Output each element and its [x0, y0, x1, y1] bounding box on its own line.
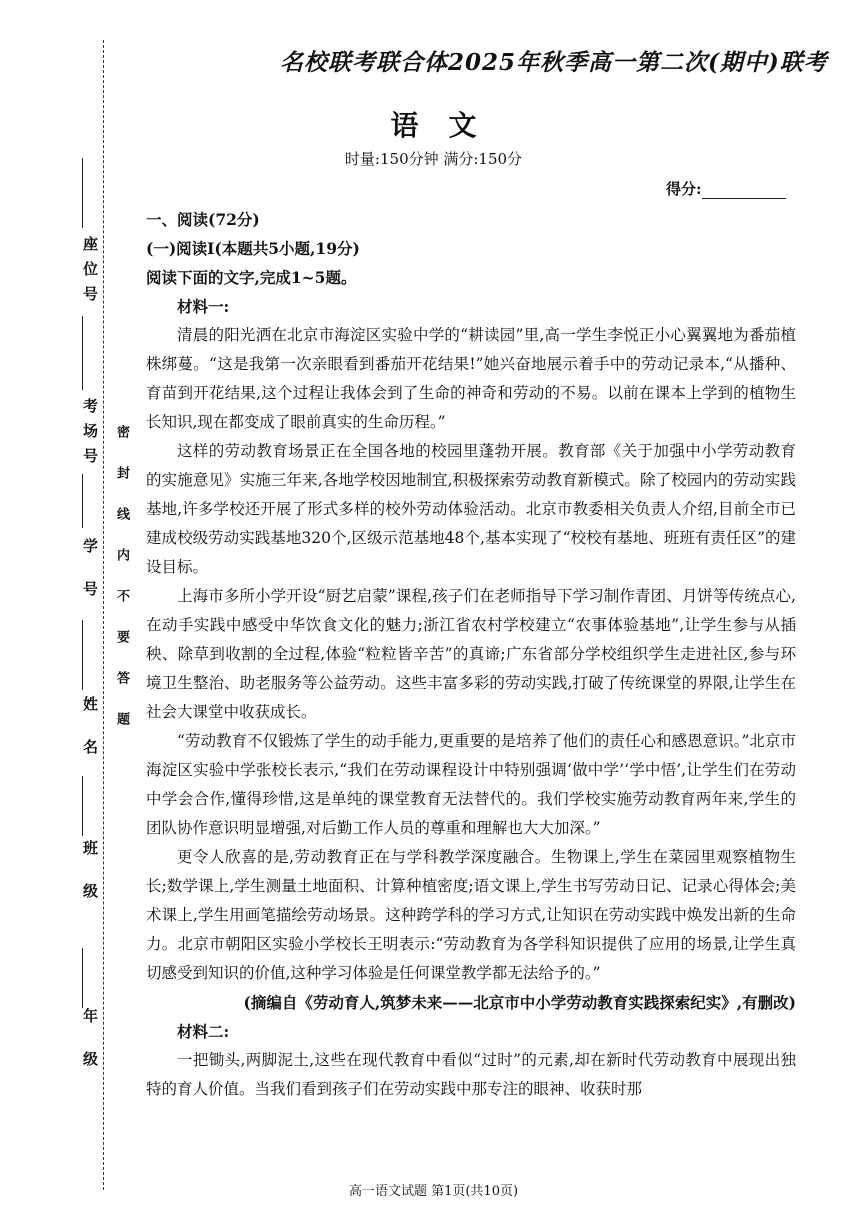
- paragraph: “劳动教育不仅锻炼了学生的动手能力,更重要的是培养了他们的责任心和感恩意识。”北京市海淀区实验中学张校长表示,“我们在劳动课程设计中特别强调‘做中学’‘学中悟’,让学生们在劳动中学会合作,懂得珍惜,这是单纯的课堂教育无法替代的。我们学校实施劳动教育两年来,学生的团队协作意识明显增强,对后勤工作人员的尊重和理解也大大加深。”: [146, 732, 796, 837]
- paragraph: 上海市多所小学开设“厨艺启蒙”课程,孩子们在老师指导下学习制作青团、月饼等传统点心,在动手实践中感受中华饮食文化的魅力;浙江省农村学校建立“农事体验基地”,让学生参与从插秧、除草到收割的全过程,体验“粒粒皆辛苦”的真谛;广东省部分学校组织学生走进社区,参与环境卫生整治、助老服务等公益劳动。这些丰富多彩的劳动实践,打破了传统课堂的界限,让学生在社会大课堂中收获成长。: [146, 587, 796, 721]
- paragraph: 一把锄头,两脚泥土,这些在现代教育中看似“过时”的元素,却在新时代劳动教育中展现出独特的育人价值。当我们看到孩子们在劳动实践中那专注的眼神、收获时那: [146, 1051, 796, 1098]
- score-label: 得分:: [666, 180, 702, 198]
- instruction: 阅读下面的文字,完成1~5题。: [146, 268, 357, 287]
- time-score-info: 时量:150分钟 满分:150分: [344, 150, 523, 168]
- student-no-field-line: [82, 474, 83, 528]
- grade-field-line: [82, 948, 83, 1008]
- paragraph: 这样的劳动教育场景正在全国各地的校园里蓬勃开展。教育部《关于加强中小学劳动教育的实施意见》实施三年来,各地学校因地制宜,积极探索劳动教育新模式。除了校园内的劳动实践基地,许多学校还开展了形式多样的校外劳动体验活动。北京市教委相关负责人介绍,目前全市已建成校级劳动实践基地320个,区级示范基地48个,基本实现了“校校有基地、班班有责任区”的建设目标。: [146, 442, 796, 576]
- section-heading: 一、阅读(72分): [146, 210, 260, 229]
- seat-label: 座位号: [81, 236, 99, 311]
- exam-no-label: 考场号: [81, 398, 99, 473]
- paragraph: 清晨的阳光洒在北京市海淀区实验中学的“耕读园”里,高一学生李悦正小心翼翼地为番茄植株绑蔓。“这是我第一次亲眼看到番茄开花结果!”她兴奋地展示着手中的劳动记录本,“从播种、育苗到开花结果,这个过程让我体会到了生命的神奇和劳动的不易。以前在课本上学到的植物生长知识,现在都变成了眼前真实的生命历程。”: [146, 326, 796, 431]
- source-citation: (摘编自《劳动育人,筑梦未来——北京市中小学劳动教育实践探索纪实》,有删改): [243, 993, 796, 1012]
- seal-warning-text: 密封线内不要答题: [114, 425, 129, 753]
- grade-label: 年级: [81, 1008, 99, 1094]
- subject-title: 语文: [390, 109, 507, 142]
- paragraph: 更令人欣喜的是,劳动教育正在与学科教学深度融合。生物课上,学生在菜园里观察植物生长;数学课上,学生测量土地面积、计算种植密度;语文课上,学生书写劳动日记、记录心得体会;美术课上,学生用画笔描绘劳动场景。这种跨学科的学习方式,让知识在劳动实践中焕发出新的生命力。北京市朝阳区实验小学校长王明表示:“劳动教育为各学科知识提供了应用的场景,让学生真切感受到知识的价值,这种学习体验是任何课堂教学都无法给予的。”: [146, 848, 796, 982]
- material2-label: 材料二:: [177, 1022, 230, 1041]
- exam-no-field-line: [82, 316, 83, 390]
- name-field-line: [82, 620, 83, 690]
- name-label: 姓名: [81, 696, 99, 782]
- binding-margin: [0, 0, 140, 1227]
- subsection-heading: (一)阅读Ⅰ(本题共5小题,19分): [146, 239, 360, 258]
- material1-label: 材料一:: [177, 297, 230, 316]
- page-footer: 高一语文试题 第1页(共10页): [348, 1184, 519, 1199]
- score-box: [666, 178, 786, 199]
- exam-title: 名校联考联合体2025年秋季高一第二次(期中)联考: [280, 49, 828, 76]
- score-blank[interactable]: [702, 184, 786, 199]
- student-no-label: 学号: [81, 538, 99, 624]
- seal-dashed-line: [103, 40, 104, 1190]
- class-field-line: [82, 776, 83, 836]
- reading-content: [146, 205, 796, 1104]
- class-label: 班级: [81, 840, 99, 926]
